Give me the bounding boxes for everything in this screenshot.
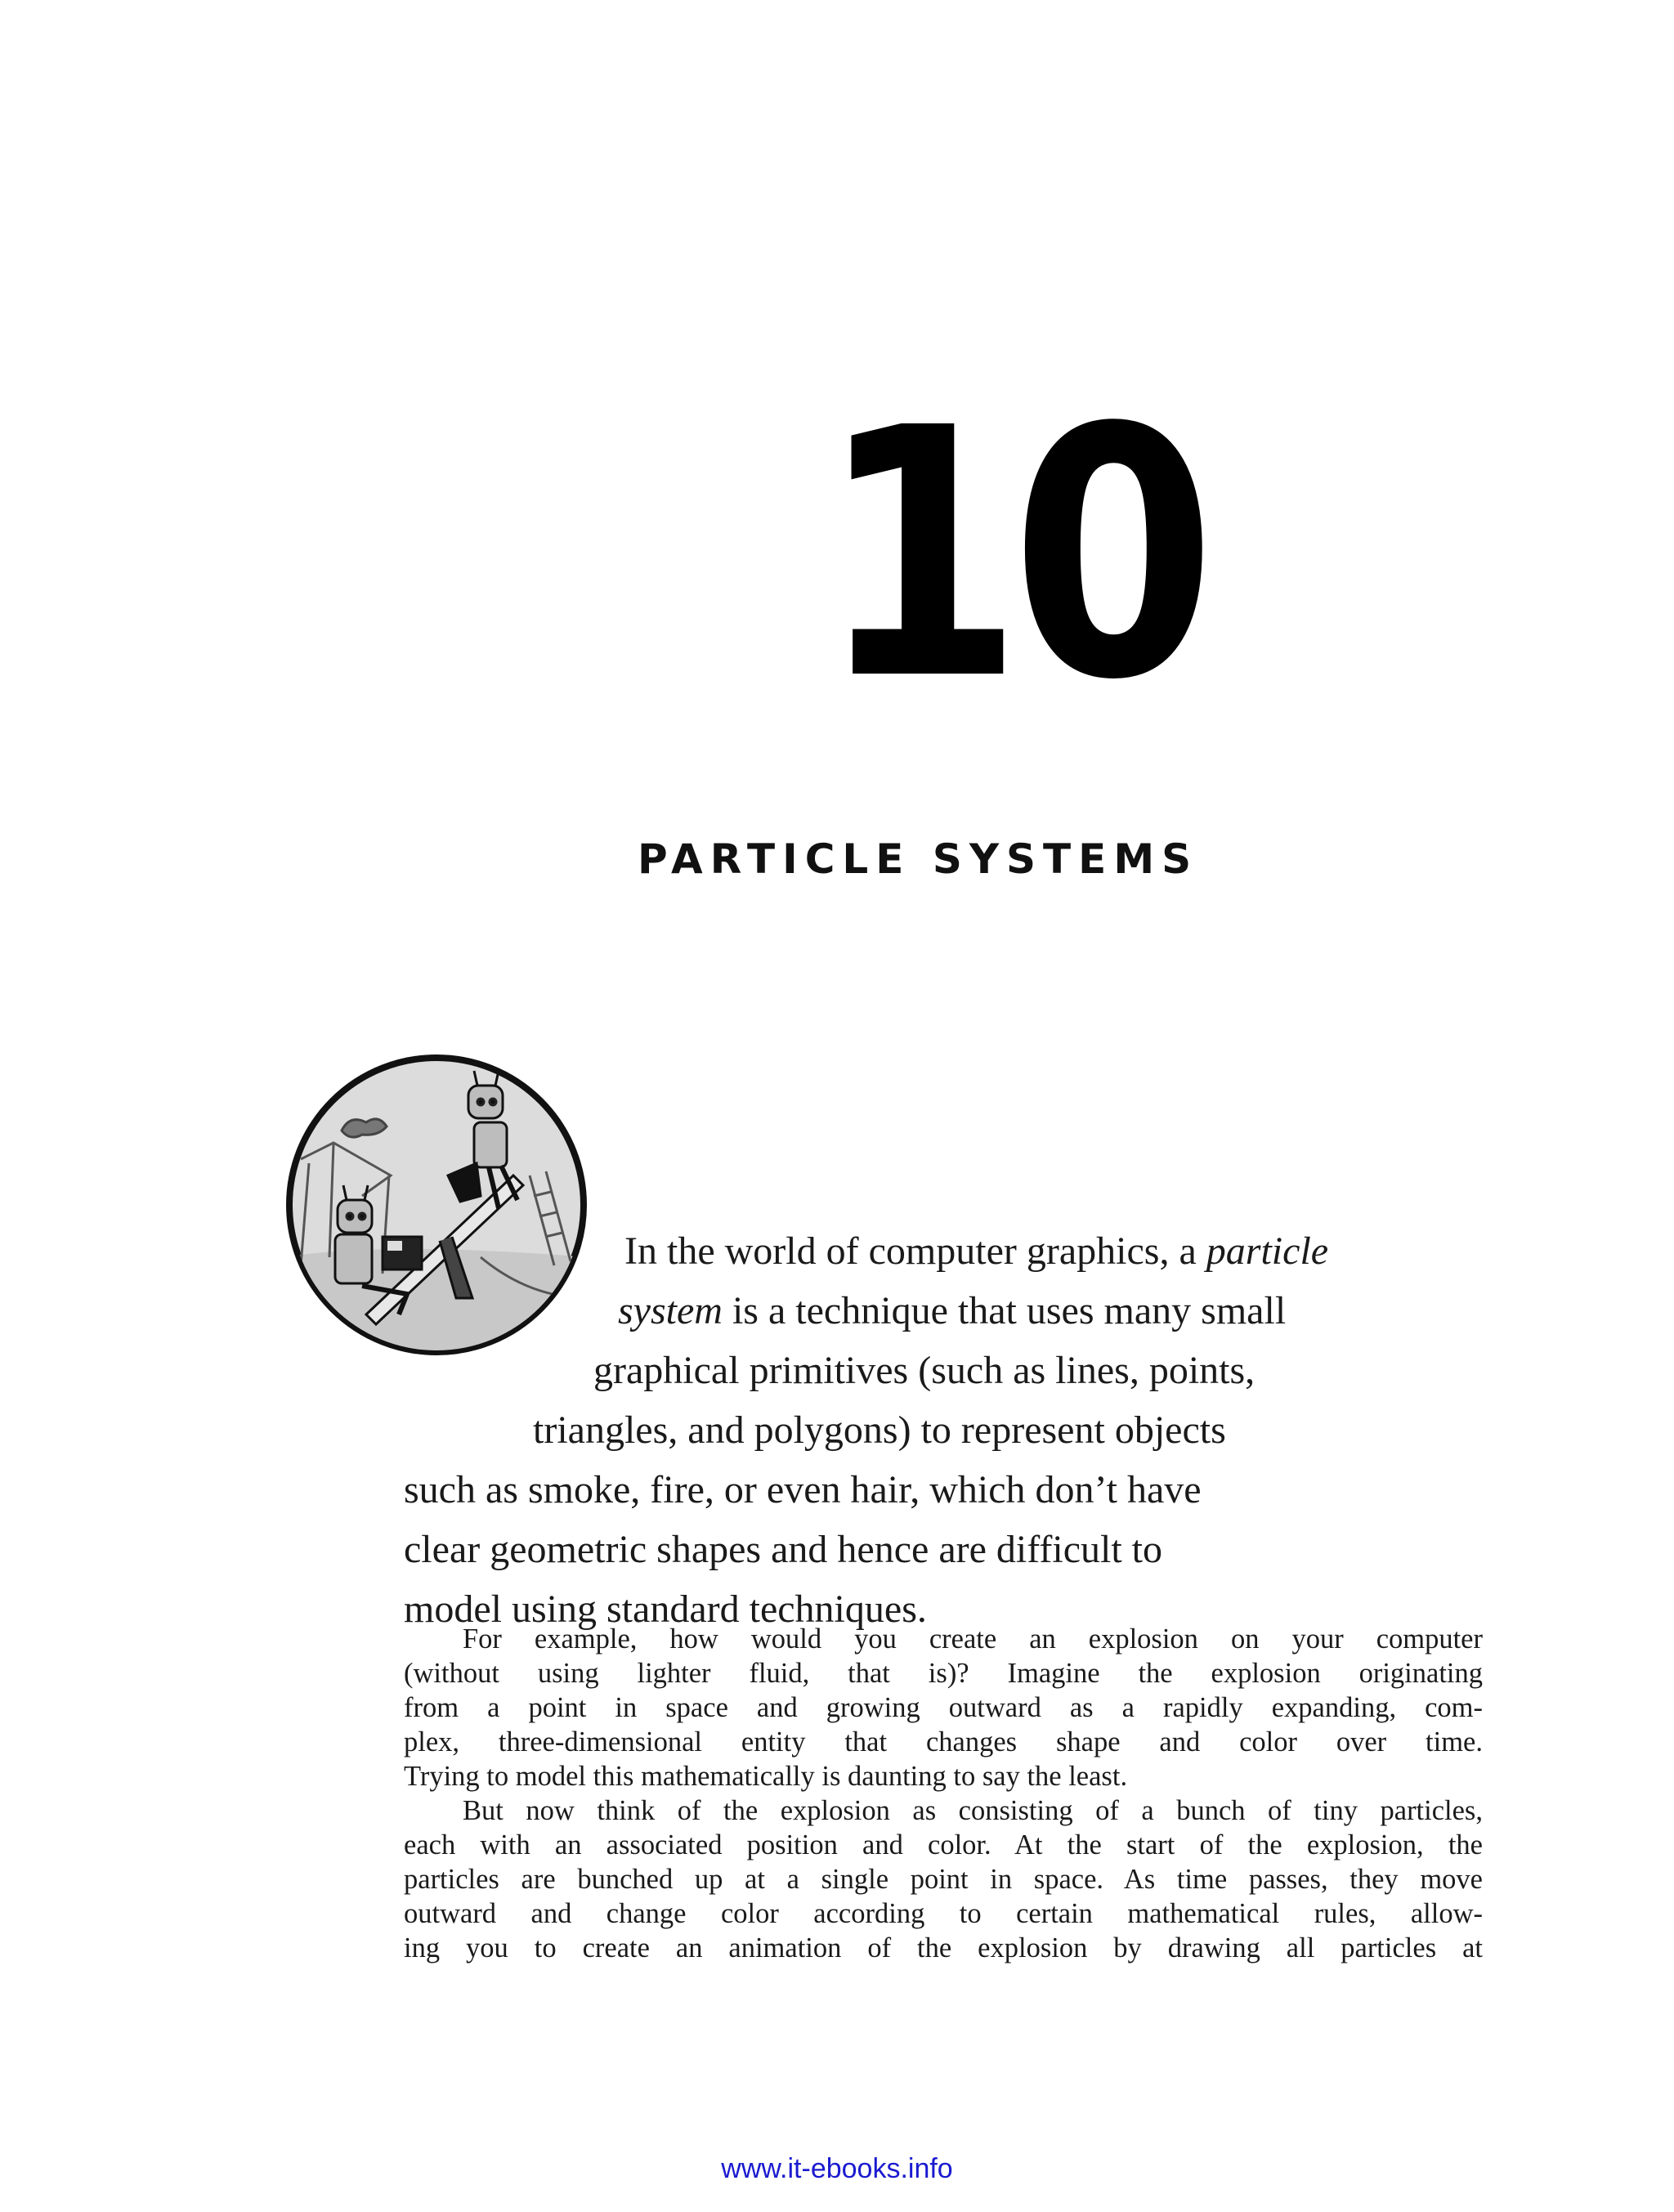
paragraph2-line: But now think of the explosion as consisting of a bunch of tiny particles, [463,1795,1483,1826]
paragraph2-line: particles are bunched up at a single point in space. As time passes, they move [404,1864,1483,1895]
paragraph1-line: (without using lighter fluid, that is)? Imagine the explosion originating [404,1658,1483,1689]
intro-line-5: such as smoke, fire, or even hair, which don’t have [404,1468,1202,1511]
paragraph2-line: each with an associated position and color. At the start of the explosion, the [404,1829,1483,1860]
intro-line-2 [618,1281,1286,1341]
paragraph1-line: Trying to model this mathematically is daunting to say the least. [404,1761,1128,1792]
paragraph1-line: from a point in space and growing outward as a rapidly expanding, com- [404,1692,1483,1723]
intro-line-1-text: In the world of computer graphics, a [624,1229,1206,1273]
paragraph2-line: outward and change color according to certain mathematical rules, allow- [404,1898,1483,1929]
intro-line-4: triangles, and polygons) to represent objects [533,1408,1226,1452]
intro-line-7: model using standard techniques. [404,1587,927,1631]
chapter-title: PARTICLE SYSTEMS [638,835,1199,883]
intro-line-1 [624,1221,1328,1281]
intro-line-3: graphical primitives (such as lines, points, [593,1349,1256,1392]
chapter-illustration [284,1053,589,1357]
intro-line-6: clear geometric shapes and hence are difficult to [404,1528,1163,1571]
chapter-number: 10 [817,356,1204,755]
footer-link[interactable]: www.it-ebooks.info [721,2153,953,2184]
intro-line-2-text: is a technique that uses many small [722,1289,1287,1332]
paragraph2-line: ing you to create an animation of the explosion by drawing all particles at [404,1932,1483,1963]
paragraph1-line: plex, three-dimensional entity that changes shape and color over time. [404,1726,1483,1758]
paragraph1-line: For example, how would you create an explosion on your computer [463,1623,1483,1655]
intro-term-particle: particle [1206,1229,1329,1273]
intro-term-system: system [618,1289,723,1332]
